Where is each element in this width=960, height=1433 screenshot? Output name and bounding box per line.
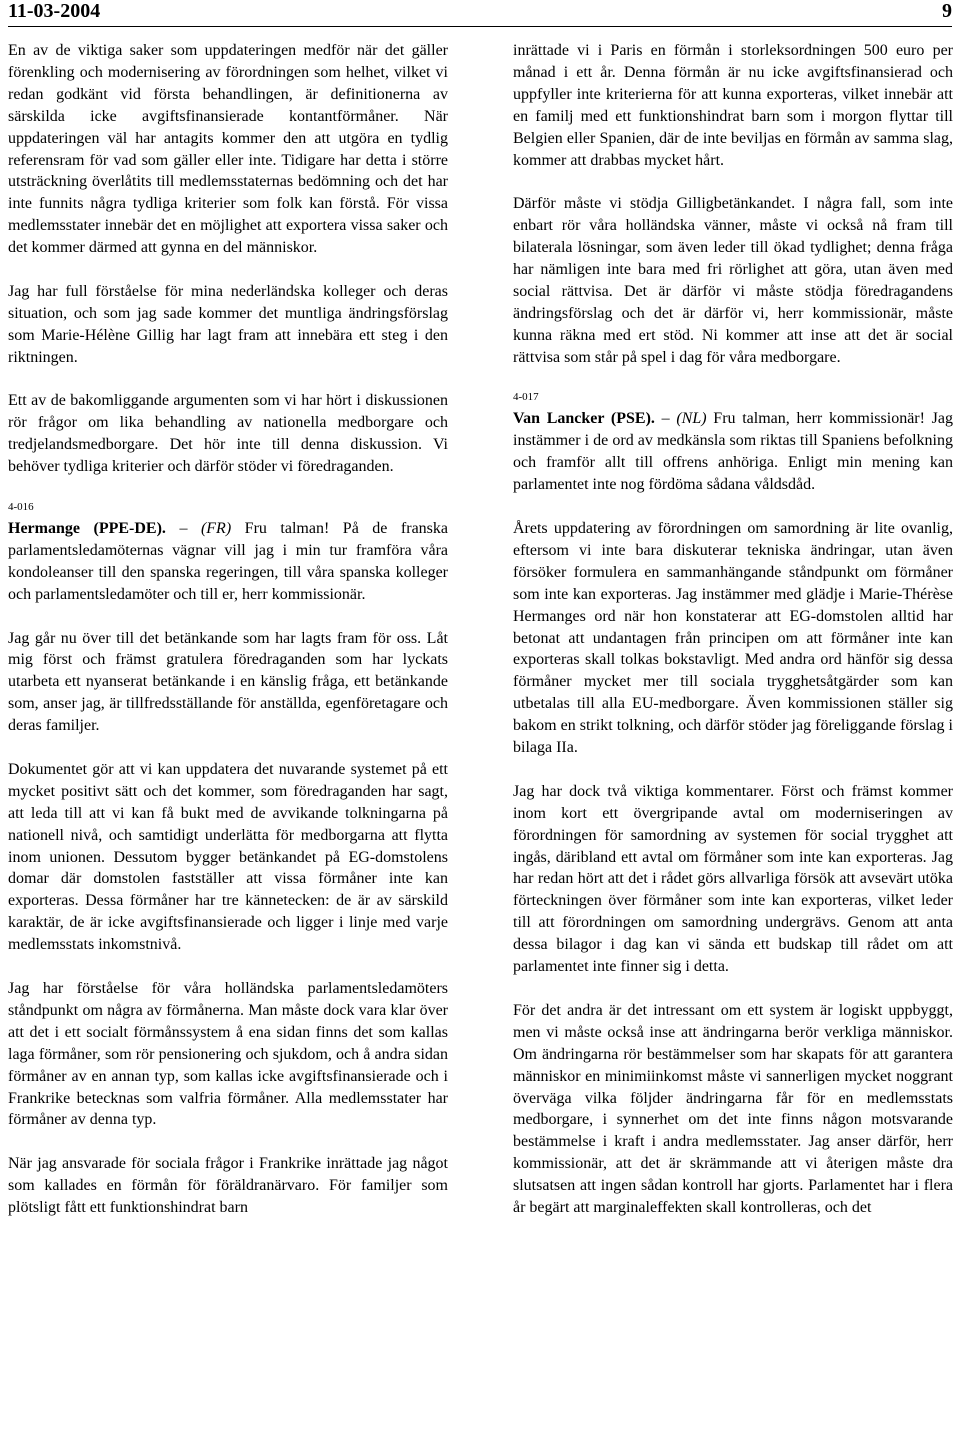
paragraph: Jag har dock två viktiga kommentarer. Först och främst kommer inom kort ett övergripande avtal om moderniseringen av förordningen för samordning av systemen för social trygghet att ingås, däribland ett avtal om förmåner som inte kan exporteras. Jag har redan hört att det i rådet görs allvarliga försök att avsevärt utöka förteckningen över förmåner som inte kan exporteras, vilket leder till att förordningen om samordning undergrävs. Genom att anta dessa bilagor i dag kan vi sända ett budskap till rådet om att parlamentet inte finner sig i detta. (513, 782, 953, 976)
right-column (513, 40, 953, 1433)
item-number: 4-016 (8, 500, 34, 513)
paragraph: Jag går nu över till det betänkande som har lagts fram för oss. Låt mig först och främst gratulera föredraganden som har lyckats utarbeta ett nyanserat betänkande i en känslig fråga, ett betänkande som, anser jag, är tillfredsställande för anställda, egenföretagare och deras familjer. (8, 629, 448, 735)
page-header (8, 0, 952, 27)
speaker-name: Van Lancker (PSE). (513, 410, 655, 428)
language-tag: (NL) (676, 410, 707, 428)
header-date: 11-03-2004 (8, 0, 101, 22)
paragraph: inrättade vi i Paris en förmån i storleksordningen 500 euro per månad i ett år. Denna förmån är nu icke avgiftsfinansierad och uppfyller inte kriterierna för att kunna exporteras, vilket innebär att en familj med ett funktionshindrat barn som i morgon flyttar till Belgien eller Spanien, där de inte beviljas en förmån av samma slag, kommer att drabbas mycket hårt. (513, 42, 953, 169)
dash: – (179, 519, 188, 537)
paragraph: Ett av de bakomliggande argumenten som vi har hört i diskussionen rör frågor om lika behandling av nationella medborgare och tredjelandsmedborgare. Det hör inte till denna diskussion. Vi behöver tydliga kriterier och därför stöder vi föredraganden. (8, 392, 448, 476)
paragraph: Årets uppdatering av förordningen om samordning är lite ovanlig, eftersom vi inte bara diskuterar tekniska ändringar, utan även försöker formulera en sammanhängande ståndpunkt om förmåner som inte kan exporteras. Jag instämmer med glädje i Marie-Thérèse Hermanges ord när hon konstaterar att EG-domstolen alltid har betonat att undantagen från principen om att förmåner inte kan exporteras skall tolkas bokstavligt. Med andra ord hänför sig dessa förmåner mycket mer till sociala trygghetsåtgärder som kan utbetalas till alla EU-medborgare. Även kommissionen ställer sig bakom en strikt tolkning, och därför stöder jag föreliggande förslag i bilaga IIa. (513, 519, 953, 757)
left-column (8, 40, 448, 1433)
paragraph: Jag har full förståelse för mina nederländska kolleger och deras situation, och som jag sade kommer det muntliga ändringsförslag som Marie-Hélène Gillig har lagt fram att innebära ett steg i den riktningen. (8, 282, 448, 366)
page-number: 9 (942, 0, 952, 22)
dash: – (661, 410, 670, 428)
speaker-name: Hermange (PPE-DE). (8, 519, 166, 537)
paragraph: Jag har förståelse för våra holländska parlamentsledamöters ståndpunkt om några av förmånerna. Man måste dock vara klar över att det i ett socialt förmånssystem å ena sidan finns det som kallas laga förmåner, som rör pensionering och sjukdom, och å andra sidan förmåner av en annan typ, som kallas icke avgiftsfinansierade och i Frankrike betecknas som valfria förmåner. Alla medlemsstater har förmåner av denna typ. (8, 979, 448, 1129)
paragraph: Dokumentet gör att vi kan uppdatera det nuvarande systemet på ett mycket positivt sätt och det kommer, som föredraganden har sagt, att leda till att vi kan få bukt med de avvikande tolkningarna på nationell nivå, och samtidigt underlätta för medborgarna att flytta inom unionen. Dessutom bygger betänkandet på EG-domstolens domar där domstolen fastställer att vissa förmåner inte kan exporteras. Dessa förmåner har tre kännetecken: de är av särskild karaktär, de är icke avgiftsfinansierade och ligger i linje med varje medlemsstats inkomstnivå. (8, 760, 448, 954)
speech-paragraph (8, 518, 448, 606)
speech-text: Fru talman! På de franska parlamentsledamöternas vägnar vill jag i min tur framföra våra kondoleanser till den spanska regeringen, till våra spanska kolleger och parlamentsledamöter och till er, herr kommissionär. (8, 519, 448, 603)
speech-paragraph (513, 408, 953, 496)
paragraph: För det andra är det intressant om ett system är logiskt uppbyggt, men vi måste också inse att ändringarna berör verkliga människor. Om ändringarna rör bestämmelser som har skapats för att garantera människor en minimiinkomst måste vi sannerligen mycket noggrant överväga vilka följder ändringarna får för en medlemsstats medborgare, i synnerhet om det inte finns någon motsvarande bestämmelse i kraft i andra medlemsstater. Jag anser därför, herr kommissionär, att det är skrämmande att vi återigen måste dra slutsatsen att ingen sådan kontroll har gjorts. Parlamentet har i flera år begärt att marginaleffekten skall kontrolleras, och det (513, 1001, 953, 1217)
speech-text: Fru talman, herr kommissionär! Jag instämmer i de ord av medkänsla som riktas till Spaniens befolkning och framför allt till offrens anhöriga. Enligt min mening kan parlamentet inte nog fördöma sådana våldsdåd. (513, 410, 953, 494)
paragraph: Därför måste vi stödja Gilligbetänkandet. I några fall, som inte enbart rör våra holländska vänner, måste vi också nå fram till bilaterala lösningar, som även leder till ökad tydlighet; denna fråga har nämligen inte bara med fri rörlighet att göra, utan även med social rättvisa. Det är därför vi måste stödja föredragandens ändringsförslag och det är därför vi, herr kommissionär, måste kunna räkna med ert stöd. Ni kommer att inse att det är social rättvisa som står på spel i dag för våra medborgare. (513, 195, 953, 366)
paragraph: När jag ansvarade för sociala frågor i Frankrike inrättade jag något som kallades en förmån för föräldranärvaro. För familjer som plötsligt fått ett funktionshindrat barn (8, 1155, 448, 1217)
language-tag: (FR) (200, 519, 232, 537)
paragraph: En av de viktiga saker som uppdateringen medför när det gäller förenkling och modernisering av förordningen som helhet, vilket vi redan godkänt vid första behandlingen, är definitionerna av särskilda icke avgiftsfinansierade kontantförmåner. När uppdateringen väl har antagits kommer den att utgöra en tydlig referensram för vad som gäller eller inte. Tidigare har detta i större utsträckning överlåtits till medlemsstaternas bedömning och det har inte funnits några tydliga kriterier som folk kan förstå. För vissa medlemsstater innebär det en möjlighet att exportera vissa saker och det kommer därmed att gynna en del människor. (8, 42, 448, 257)
item-number: 4-017 (513, 391, 539, 404)
